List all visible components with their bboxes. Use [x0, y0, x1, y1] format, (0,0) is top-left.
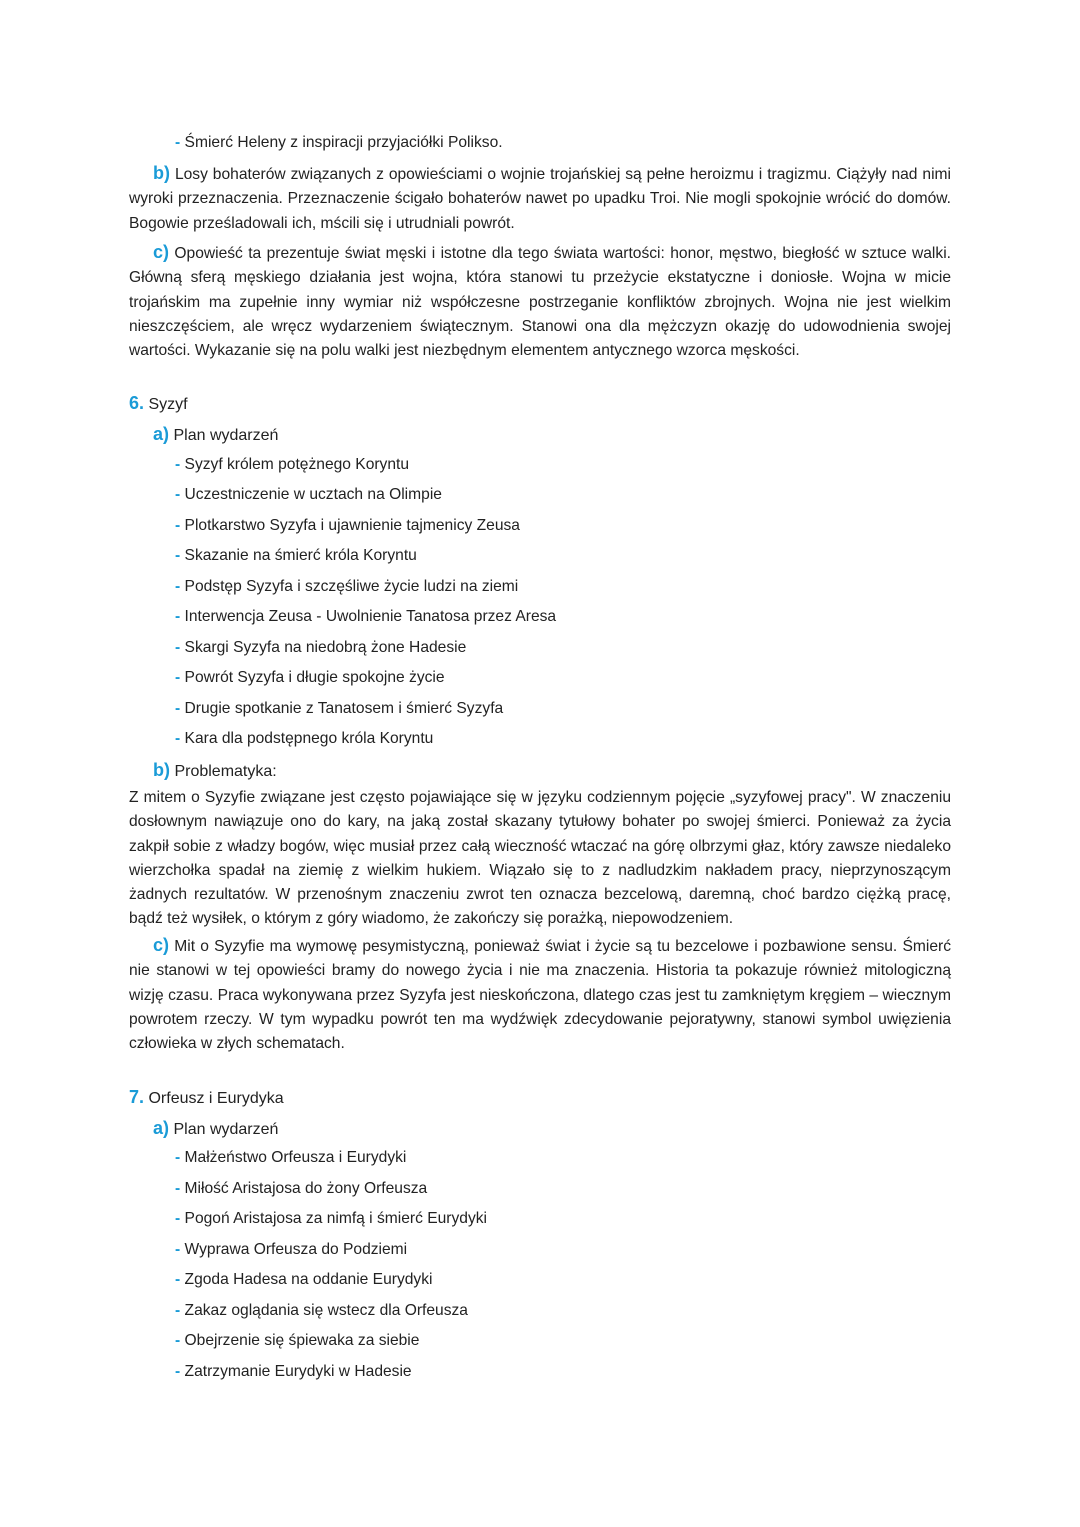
- list-item: [175, 1207, 487, 1231]
- list-item: [175, 1238, 407, 1262]
- list-item: [175, 1329, 419, 1353]
- paragraph-text: Losy bohaterów związanych z opowieściami o wojnie trojańskiej są pełne heroizmu i tragizmu. Ciążyły nad nimi wyroki przeznaczenia. Przeznaczenie ścigało bohaterów nawet po upadku Troi. Nie mogli spokojnie wrócić do domów. Bogowie prześladowali ich, mścili się i utrudniali powrót.: [129, 166, 951, 232]
- list-item: [175, 1177, 427, 1201]
- list-item-text: Zatrzymanie Eurydyki w Hadesie: [184, 1363, 412, 1380]
- subheading-label: Plan wydarzeń: [173, 427, 279, 444]
- list-item: [175, 131, 503, 155]
- list-item-text: Kara dla podstępnego króla Koryntu: [184, 730, 434, 747]
- paragraph-6c: [129, 933, 951, 1056]
- subheading-marker: a): [153, 424, 170, 444]
- bullet-dash: -: [175, 486, 181, 503]
- bullet-dash: -: [175, 1332, 181, 1349]
- bullet-dash: -: [175, 608, 181, 625]
- subheading-6a: [153, 422, 278, 448]
- subheading-label: Problematyka:: [174, 763, 277, 780]
- list-item-text: Miłość Aristajosa do żony Orfeusza: [184, 1180, 428, 1197]
- bullet-dash: -: [175, 517, 181, 534]
- list-item: [175, 1360, 412, 1384]
- bullet-dash: -: [175, 1241, 181, 1258]
- list-item-text: Małżeństwo Orfeusza i Eurydyki: [184, 1149, 407, 1166]
- bullet-dash: -: [175, 1363, 181, 1380]
- list-item: [175, 697, 503, 721]
- list-item-text: Skargi Syzyfa na niedobrą żone Hadesie: [184, 639, 467, 656]
- bullet-dash: -: [175, 1180, 181, 1197]
- section-heading-6: [129, 391, 188, 417]
- bullet-dash: -: [175, 547, 181, 564]
- list-item-text: Powrót Syzyfa i długie spokojne życie: [184, 669, 445, 686]
- subheading-marker: b): [153, 760, 170, 780]
- section-number: 7.: [129, 1087, 145, 1107]
- list-item-text: Plotkarstwo Syzyfa i ujawnienie tajmenicy Zeusa: [184, 517, 520, 534]
- bullet-dash: -: [175, 730, 181, 747]
- subheading-label: Plan wydarzeń: [173, 1121, 279, 1138]
- list-item-text: Podstęp Syzyfa i szczęśliwe życie ludzi na ziemi: [184, 578, 519, 595]
- list-item-text: Zgoda Hadesa na oddanie Eurydyki: [184, 1271, 433, 1288]
- list-item-text: Syzyf królem potężnego Koryntu: [184, 456, 410, 473]
- section-heading-7: [129, 1085, 284, 1111]
- bullet-dash: -: [175, 1302, 181, 1319]
- bullet-dash: -: [175, 578, 181, 595]
- list-item: [175, 727, 433, 751]
- bullet-dash: -: [175, 1149, 181, 1166]
- paragraph-marker: c): [153, 935, 170, 955]
- list-item: [175, 483, 442, 507]
- list-item-text: Skazanie na śmierć króla Koryntu: [184, 547, 417, 564]
- bullet-dash: -: [175, 134, 181, 151]
- list-item: [175, 514, 520, 538]
- list-item: [175, 1299, 468, 1323]
- list-item: [175, 1268, 432, 1292]
- list-item: [175, 605, 556, 629]
- paragraph-marker: b): [153, 163, 170, 183]
- list-item-text: Obejrzenie się śpiewaka za siebie: [184, 1332, 420, 1349]
- bullet-dash: -: [175, 456, 181, 473]
- paragraph-5c: [129, 240, 951, 363]
- list-item-text: Zakaz oglądania się wstecz dla Orfeusza: [184, 1302, 468, 1319]
- bullet-dash: -: [175, 1210, 181, 1227]
- section-title: Syzyf: [148, 396, 188, 413]
- bullet-dash: -: [175, 639, 181, 656]
- bullet-dash: -: [175, 700, 181, 717]
- paragraph-5b: [129, 161, 951, 236]
- list-item-text: Interwencja Zeusa - Uwolnienie Tanatosa przez Aresa: [184, 608, 557, 625]
- section-number: 6.: [129, 393, 145, 413]
- list-item-text: Drugie spotkanie z Tanatosem i śmierć Syzyfa: [184, 700, 504, 717]
- list-item: [175, 666, 445, 690]
- paragraph-text: Z mitem o Syzyfie związane jest często pojawiające się w języku codziennym pojęcie „syzyfowej pracy". W znaczeniu dosłownym nawiązuje ono do kary, na jaką został skazany tytułowy bohater po swojej śmierci. Ponieważ za życia zakpił sobie z władzy bogów, więc musiał przez całą wieczność wtaczać na górę olbrzymi głaz, który zawsze niedaleko wierzchołka spadał na ziemię z wielkim hukiem. Wiązało się to z nadludzkim nakładem pracy, nieprzynoszącym żadnych rezultatów. W przenośnym znaczeniu zwrot ten oznacza bezcelową, daremną, choć bardzo ciężką pracę, bądź też wysiłek, o którym z góry wiadomo, że zakończy się porażką, niepowodzeniem.: [129, 789, 951, 928]
- list-item: [175, 544, 417, 568]
- subheading-6b: [153, 758, 277, 784]
- subheading-7a: [153, 1116, 278, 1142]
- list-item-text: Uczestniczenie w ucztach na Olimpie: [184, 486, 442, 503]
- subheading-marker: a): [153, 1118, 170, 1138]
- paragraph-text: Mit o Syzyfie ma wymowę pesymistyczną, ponieważ świat i życie są tu bezcelowe i pozbawione sensu. Śmierć nie stanowi w tej opowieści bramy do nowego życia i nie ma znaczenia. Historia ta pokazuje również mitologiczną wizję czasu. Praca wykonywana przez Syzyfa jest nieskończona, dlatego czas jest tu zamkniętym kręgiem – wiecznym powrotem rzeczy. W tym wypadku powrót ten ma wydźwięk zdecydowanie pejoratywny, stanowi symbol uwięzienia człowieka w złych schematach.: [129, 938, 951, 1053]
- list-item: [175, 453, 409, 477]
- paragraph-6b: [129, 786, 951, 932]
- list-item-text: Śmierć Heleny z inspiracji przyjaciółki Polikso.: [184, 134, 503, 151]
- section-title: Orfeusz i Eurydyka: [148, 1090, 284, 1107]
- list-item-text: Pogoń Aristajosa za nimfą i śmierć Eurydyki: [184, 1210, 488, 1227]
- paragraph-marker: c): [153, 242, 170, 262]
- paragraph-text: Opowieść ta prezentuje świat męski i istotne dla tego świata wartości: honor, męstwo, biegłość w sztuce walki. Główną sferą męskiego działania jest wojna, która stanowi tu przeżycie ekstatyczne i doniosłe. Wojna w micie trojańskim ma zupełnie inny wymiar niż współczesne postrzeganie konfliktów zbrojnych. Wojna nie jest wielkim nieszczęściem, ale wręcz wydarzeniem świątecznym. Stanowi ona dla mężczyzn okazję do udowodnienia swojej wartości. Wykazanie się na polu walki jest niezbędnym elementem antycznego wzorca męskości.: [129, 245, 951, 360]
- list-item: [175, 575, 518, 599]
- list-item: [175, 636, 466, 660]
- list-item: [175, 1146, 406, 1170]
- list-item-text: Wyprawa Orfeusza do Podziemi: [184, 1241, 408, 1258]
- bullet-dash: -: [175, 1271, 181, 1288]
- bullet-dash: -: [175, 669, 181, 686]
